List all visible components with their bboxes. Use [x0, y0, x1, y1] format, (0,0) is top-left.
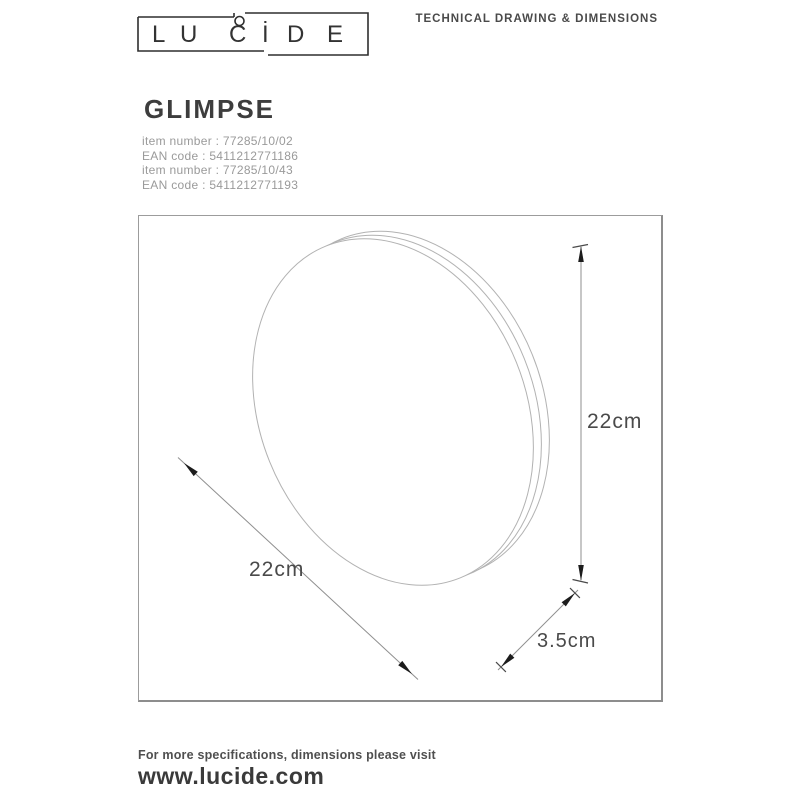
item-number-line: item number : 77285/10/02: [142, 134, 293, 148]
logo-letter: İ: [262, 21, 269, 48]
height-dimension: [573, 245, 643, 584]
lucide-logo: [130, 8, 375, 60]
ean-code-line: EAN code : 5411212771186: [142, 148, 299, 163]
dimension-end-tick: [573, 245, 589, 248]
technical-drawing: [139, 216, 661, 700]
height-dimension-label: 22cm: [587, 410, 643, 433]
arrow-down-icon: [578, 565, 584, 581]
logo-letter: U: [180, 21, 198, 48]
logo-letter: E: [327, 21, 344, 48]
footer-note: For more specifications, dimensions please visit: [138, 748, 436, 762]
logo-letter: L: [152, 21, 166, 48]
logo-letter: C: [229, 21, 247, 48]
depth-dimension: [496, 588, 596, 672]
dimension-end-tick: [573, 580, 589, 584]
technical-drawing-canvas: [138, 215, 663, 702]
item-number-line: item number : 77285/10/43: [142, 163, 293, 177]
document-title: TECHNICAL DRAWING & DIMENSIONS: [415, 13, 658, 25]
arrow-up-icon: [578, 246, 584, 262]
product-info: [142, 134, 298, 192]
product-name: GLIMPSE: [144, 94, 276, 124]
ean-code-line: EAN code : 5411212771193: [142, 177, 299, 192]
logo-letter: D: [287, 21, 305, 48]
depth-dimension-label: 3.5cm: [537, 630, 597, 652]
diameter-dimension-label: 22cm: [249, 558, 305, 581]
website-url: www.lucide.com: [138, 763, 325, 789]
